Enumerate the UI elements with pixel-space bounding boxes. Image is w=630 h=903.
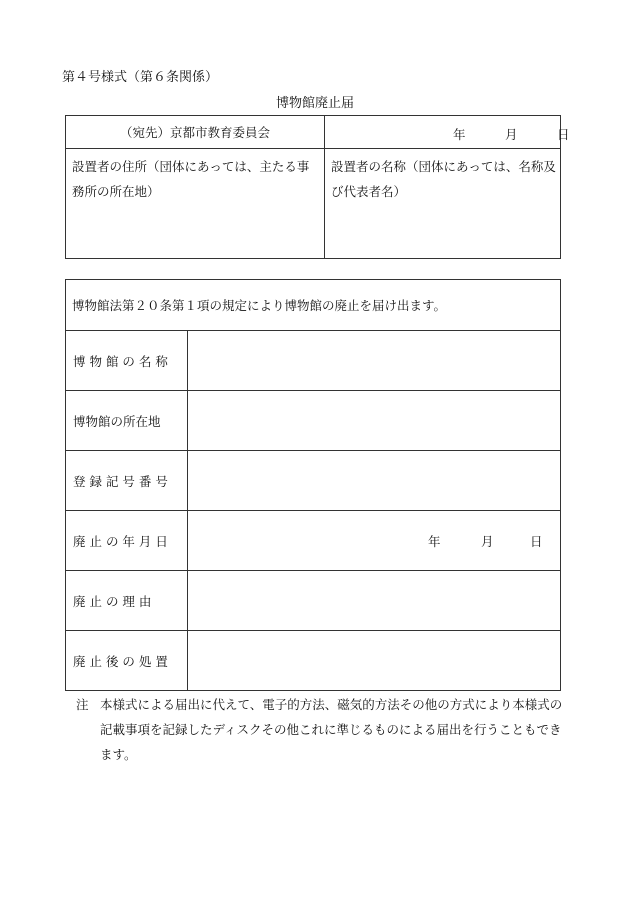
addressee: （宛先）京都市教育委員会 <box>66 116 325 149</box>
date-month-label: 月 <box>505 127 518 142</box>
form-number: 第４号様式（第６条関係） <box>62 70 219 85</box>
museum-name-label: 博 物 館 の 名 称 <box>66 331 188 391</box>
date-year-label: 年 <box>453 127 466 142</box>
registration-number-label: 登 録 記 号 番 号 <box>66 451 188 511</box>
post-closure-disposal-field[interactable] <box>188 631 561 691</box>
note-text: 本様式による届出に代えて、電子的方法、磁気的方法その他の方式により本様式の記載事項を記録したディスクその他これに準じるものによる届出を行うこともできます。 <box>100 697 563 762</box>
founder-name-field[interactable] <box>325 149 561 259</box>
date-day-label: 日 <box>557 127 570 142</box>
museum-location-label: 博物館の所在地 <box>66 391 188 451</box>
closure-date-field[interactable] <box>188 511 561 571</box>
note-mark: 注 <box>76 697 89 712</box>
closure-reason-field[interactable] <box>188 571 561 631</box>
closure-reason-label: 廃 止 の 理 由 <box>66 571 188 631</box>
founder-address-label: 設置者の住所（団体にあっては、主たる事務所の所在地） <box>72 159 310 199</box>
note <box>76 692 572 767</box>
registration-number-field[interactable] <box>188 451 561 511</box>
founder-address-field[interactable] <box>66 149 325 259</box>
founder-name-label: 設置者の名称（団体にあっては、名称及び代表者名） <box>331 159 556 199</box>
submission-date-field[interactable] <box>325 116 570 149</box>
museum-location-field[interactable] <box>188 391 561 451</box>
statement: 博物館法第２０条第１項の規定により博物館の廃止を届け出ます。 <box>66 280 561 331</box>
closure-year-label: 年 <box>428 534 441 549</box>
closure-date-label: 廃 止 の 年 月 日 <box>66 511 188 571</box>
main-table <box>65 279 561 691</box>
post-closure-disposal-label: 廃 止 後 の 処 置 <box>66 631 188 691</box>
closure-month-label: 月 <box>481 534 494 549</box>
header-table <box>65 115 570 259</box>
closure-day-label: 日 <box>530 534 543 549</box>
museum-name-field[interactable] <box>188 331 561 391</box>
document-title: 博物館廃止届 <box>275 96 354 111</box>
